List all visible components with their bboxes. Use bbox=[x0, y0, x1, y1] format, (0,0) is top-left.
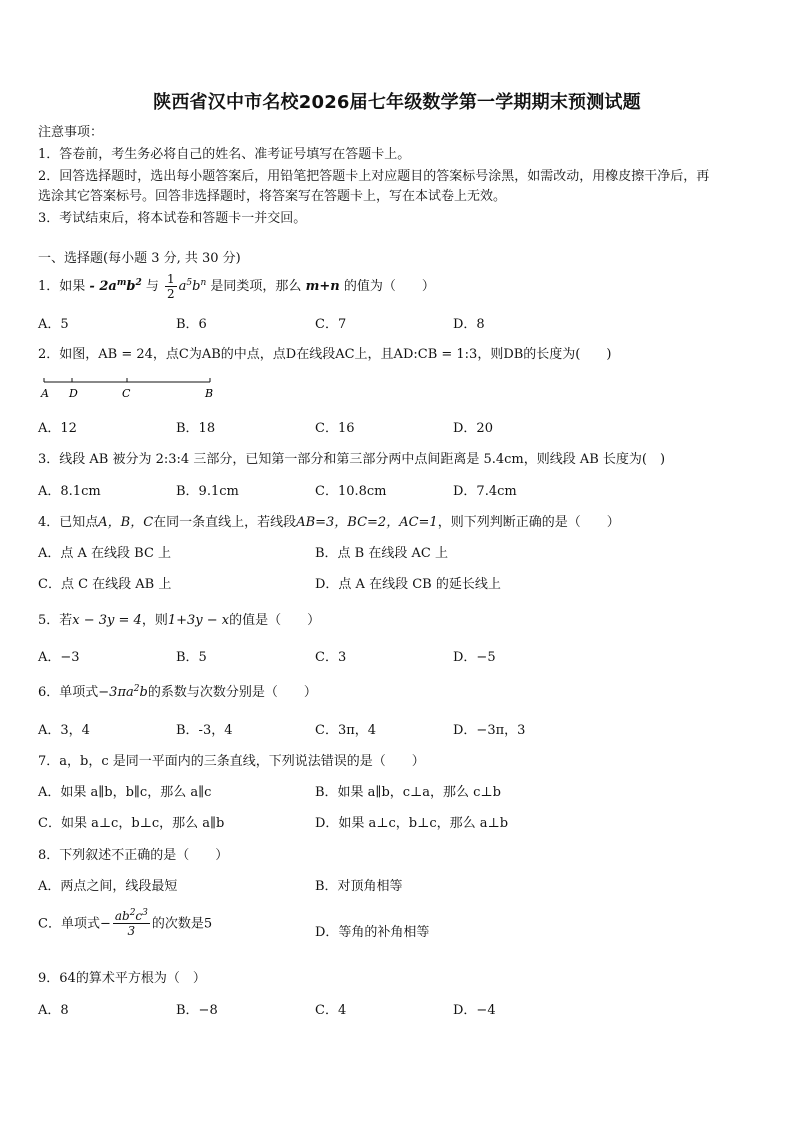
label-c: C bbox=[122, 387, 131, 400]
q7-option-a: A．如果 a∥b，b∥c，那么 a∥c bbox=[38, 785, 212, 800]
section-heading: 一、选择题(每小题 3 分, 共 30 分) bbox=[38, 251, 241, 266]
q1-option-c: C．7 bbox=[315, 317, 347, 332]
q8-option-a: A．两点之间，线段最短 bbox=[38, 879, 178, 894]
q2-option-d: D．20 bbox=[453, 421, 493, 436]
q4-option-d: D．点 A 在线段 CB 的延长线上 bbox=[315, 577, 501, 592]
notice-item-2b: 选涂其它答案标号。回答非选择题时，将答案写在答题卡上，写在本试卷上无效。 bbox=[38, 189, 507, 204]
q2-segment-diagram bbox=[38, 374, 218, 402]
label-a: A bbox=[41, 387, 49, 400]
q4-option-b: B．点 B 在线段 AC 上 bbox=[315, 546, 448, 561]
label-d: D bbox=[69, 387, 78, 400]
q3-option-a: A．8.1cm bbox=[38, 484, 101, 499]
q7-option-d: D．如果 a⊥c，b⊥c，那么 a⊥b bbox=[315, 816, 509, 831]
notice-item-3: 3．考试结束后，将本试卷和答题卡一并交回。 bbox=[38, 211, 307, 226]
q9-option-c: C．4 bbox=[315, 1003, 347, 1018]
q7-option-b: B．如果 a∥b，c⊥a，那么 c⊥b bbox=[315, 785, 501, 800]
q8-option-d: D．等角的补角相等 bbox=[315, 925, 430, 940]
q5-option-d: D．−5 bbox=[453, 650, 496, 665]
q6-option-d: D．−3π，3 bbox=[453, 723, 526, 738]
question-4-stem: 4．已知点A，B，C在同一条直线上，若线段AB=3，BC=2，AC=1，则下列判断正确的是（ ） bbox=[38, 515, 620, 530]
q6-option-c: C．3π，4 bbox=[315, 723, 377, 738]
q4-option-c: C．点 C 在线段 AB 上 bbox=[38, 577, 172, 592]
q9-option-d: D．−4 bbox=[453, 1003, 496, 1018]
q7-option-c: C．如果 a⊥c，b⊥c，那么 a∥b bbox=[38, 816, 225, 831]
q5-option-c: C．3 bbox=[315, 650, 347, 665]
page-title: 陕西省汉中市名校2026届七年级数学第一学期期末预测试题 bbox=[153, 92, 641, 113]
question-3-stem: 3．线段 AB 被分为 2:3:4 三部分，已知第一部分和第三部分两中点间距离是 5.4cm，则线段 AB 长度为( ) bbox=[38, 452, 666, 467]
q8-option-b: B．对顶角相等 bbox=[315, 879, 403, 894]
q2-option-a: A．12 bbox=[38, 421, 77, 436]
q9-option-a: A．8 bbox=[38, 1003, 69, 1018]
q5-option-a: A．−3 bbox=[38, 650, 80, 665]
q1-term1: - $2a^mb^2$ bbox=[89, 278, 142, 294]
q1-option-a: A．5 bbox=[38, 317, 69, 332]
label-b: B bbox=[205, 387, 214, 400]
notice-heading: 注意事项： bbox=[38, 125, 104, 140]
question-9-stem: 9．64的算术平方根为（ ） bbox=[38, 971, 206, 986]
q1-option-d: D．8 bbox=[453, 317, 485, 332]
question-6-stem: 6．单项式$-3\pi a^2b$的系数与次数分别是（ ） bbox=[38, 684, 317, 700]
notice-item-2a: 2．回答选择题时，选出每小题答案后，用铅笔把答题卡上对应题目的答案标号涂黑，如需改动，用橡皮擦干净后，再 bbox=[38, 169, 710, 184]
q2-option-c: C．16 bbox=[315, 421, 355, 436]
question-2-stem: 2．如图，AB = 24，点C为AB的中点，点D在线段AC上，且AD:CB = 1:3，则DB的长度为( ) bbox=[38, 347, 612, 362]
q1-option-b: B．6 bbox=[176, 317, 207, 332]
q8-fraction: $\frac{ab^2c^3}{3}$ bbox=[114, 908, 148, 938]
q1-term2: $a^5b^n$ bbox=[178, 278, 207, 294]
q8-option-c: C．单项式− $\frac{ab^2c^3}{3}$ 的次数是5 bbox=[38, 908, 213, 938]
q1-fraction: $\frac{1}{2}$ bbox=[167, 272, 175, 301]
question-5-stem: 5．若x − 3y = 4，则1+3y − x的值是（ ） bbox=[38, 613, 321, 628]
q3-option-d: D．7.4cm bbox=[453, 484, 517, 499]
q5-option-b: B．5 bbox=[176, 650, 207, 665]
question-7-stem: 7．a，b，c 是同一平面内的三条直线，下列说法错误的是（ ） bbox=[38, 754, 425, 769]
q6-option-a: A．3，4 bbox=[38, 723, 90, 738]
q3-option-b: B．9.1cm bbox=[176, 484, 239, 499]
question-8-stem: 8．下列叙述不正确的是（ ） bbox=[38, 848, 229, 863]
question-1-stem: 1．如果 - $2a^mb^2$ 与 $\frac{1}{2}$ $a^5b^n$ 是同类项，那么 m+n 的值为（ ） bbox=[38, 272, 435, 301]
notice-item-1: 1．答卷前，考生务必将自己的姓名、准考证号填写在答题卡上。 bbox=[38, 147, 411, 162]
q9-option-b: B．−8 bbox=[176, 1003, 218, 1018]
q2-option-b: B．18 bbox=[176, 421, 216, 436]
q3-option-c: C．10.8cm bbox=[315, 484, 387, 499]
q4-option-a: A．点 A 在线段 BC 上 bbox=[38, 546, 172, 561]
q6-option-b: B．-3，4 bbox=[176, 723, 233, 738]
